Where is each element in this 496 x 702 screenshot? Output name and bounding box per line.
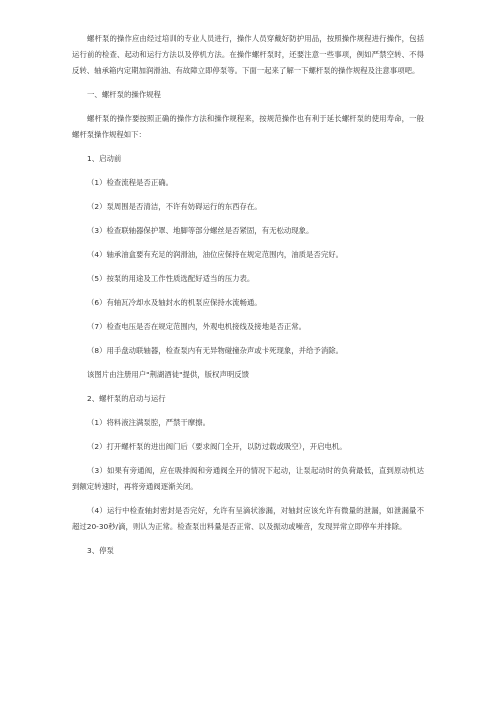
list-item: （3）如果有旁通阀，应在吸排阀和旁通阀全开的情况下起动，让泵起动时的负荷最低，直到原动机达到额定转速时，再将旁通阀逐渐关闭。 <box>72 466 424 491</box>
list-item: （6）有轴瓦冷却水及轴封水的机泵应保持水流畅通。 <box>87 298 262 307</box>
section-1-title: 一、螺杆泵的操作规程 <box>87 90 161 99</box>
subsection-3-title: 3、停泵 <box>87 546 114 555</box>
subsection-1-title: 1、启动前 <box>87 154 122 163</box>
list-item: （1）将料液注满泵腔，严禁干摩擦。 <box>87 418 210 427</box>
list-item: （4）轴承油盒要有充足的润滑油，油位应保持在规定范围内，油质是否完好。 <box>87 250 343 259</box>
list-item: （7）检查电压是否在规定范围内，外观电机接线及接地是否正常。 <box>87 322 307 331</box>
list-item: （2）打开螺杆泵的进出阀门后（要求阀门全开，以防过载或吸空），开启电机。 <box>87 442 347 451</box>
subsection-2-title: 2、螺杆泵的启动与运行 <box>87 394 166 403</box>
list-item: （1）检查流程是否正确。 <box>87 178 174 187</box>
list-item: （8）用手盘动联轴器，检查泵内有无异物碰撞杂声或卡死现象，并给予消除。 <box>87 346 343 355</box>
list-item: （5）按泵的用途及工作性质选配好适当的压力表。 <box>87 274 255 283</box>
list-item: （3）检查联轴器保护罩、地脚等部分螺丝是否紧固，有无松动现象。 <box>87 226 314 235</box>
list-item: （4）运行中检查轴封密封是否完好，允许有呈滴状渗漏，对轴封应该允许有微量的泄漏，如泄漏量不超过20-30秒/滴，则认为正常。检查泵出料量是否正常、以及振动或噪音，发现异常立即停车并排除。 <box>72 506 424 531</box>
list-item: （2）泵周围是否清洁，不许有妨碍运行的东西存在。 <box>87 202 262 211</box>
image-credit-notice: 该图片由注册用户"荆湖酒徒"提供，版权声明反馈 <box>87 370 250 379</box>
intro-paragraph: 螺杆泵的操作应由经过培训的专业人员进行，操作人员穿戴好防护用品，按照操作规程进行操作，包括运行前的检查、起动和运行方法以及停机方法。在操作螺杆泵时，还要注意一些事项，例如严禁空转、不得反转、轴承箱内定期加润滑油、有故障立即停泵等。下面一起来了解一下螺杆泵的操作规程及注意事项吧。 <box>72 34 424 75</box>
section-1-description: 螺杆泵的操作要按照正确的操作方法和操作规程来，按规范操作也有利于延长螺杆泵的使用寿命，一般螺杆泵操作规程如下： <box>72 114 424 139</box>
